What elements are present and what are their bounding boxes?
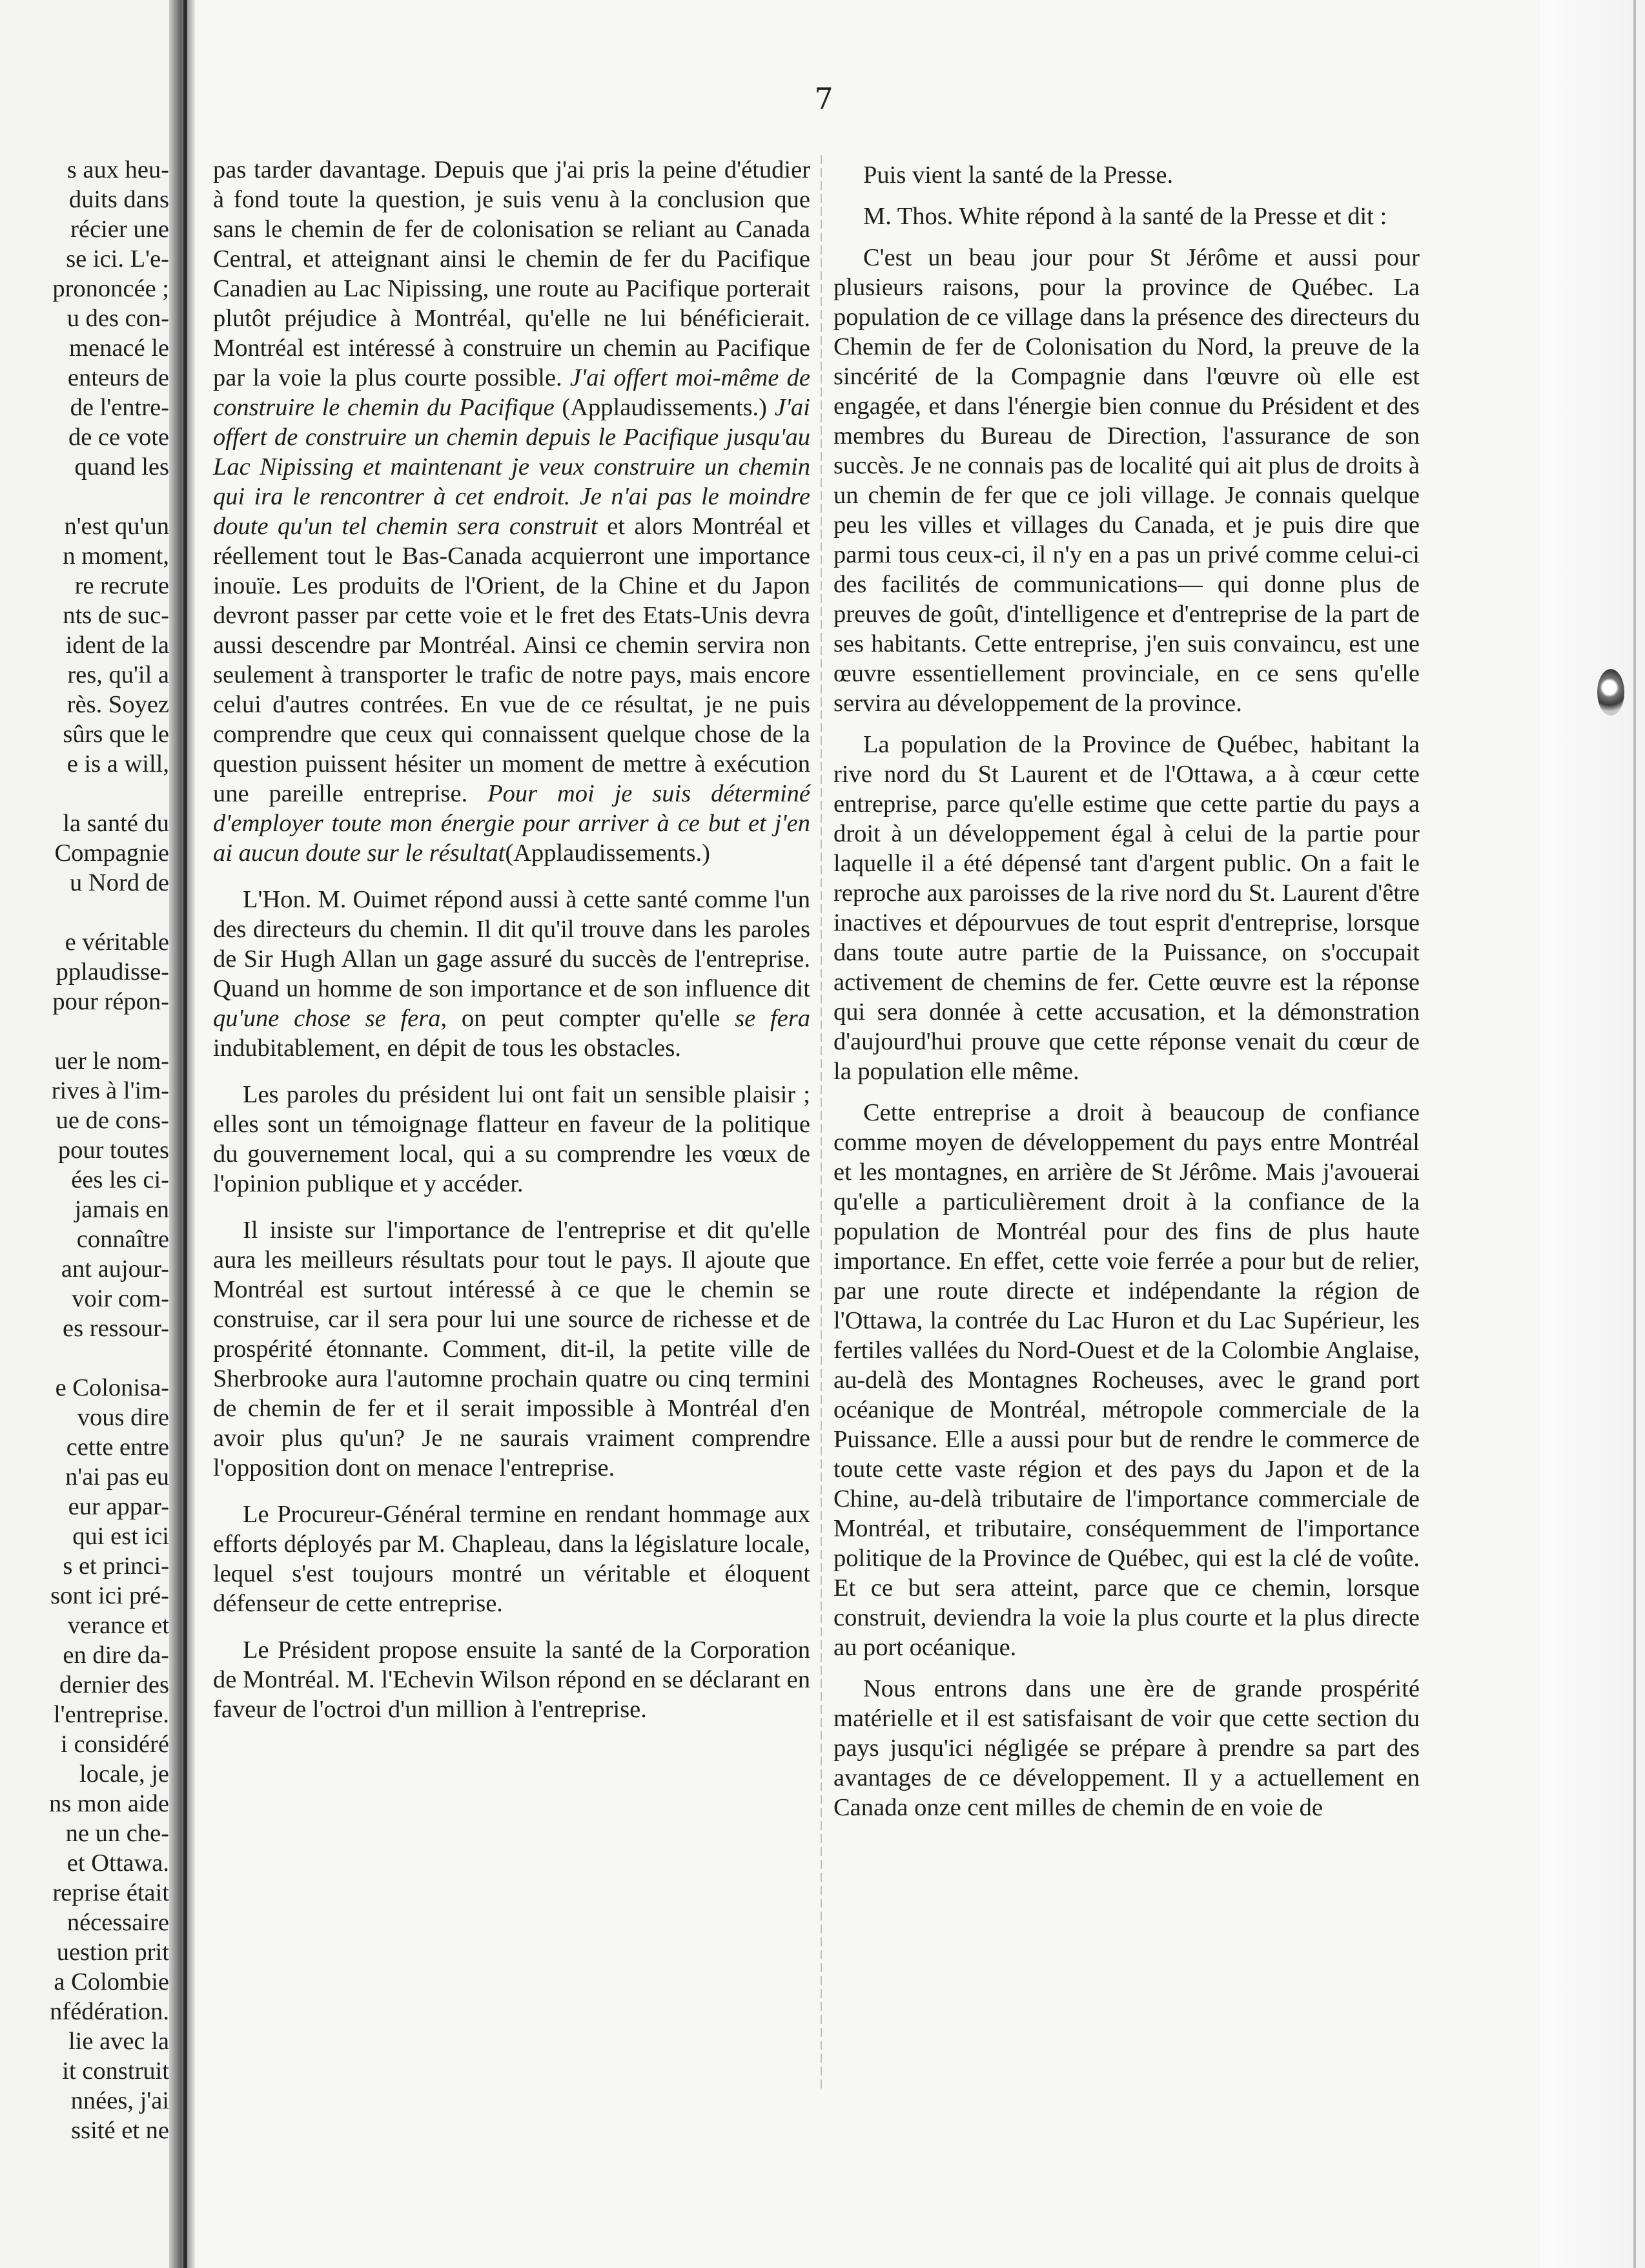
paragraph-white: M. Thos. White répond à la santé de la Presse et dit : [863, 203, 1387, 230]
fragment-line: prononcée ; [52, 275, 169, 302]
fragment-line: qui est ici [72, 1523, 169, 1550]
fragment-line: cette entre [66, 1434, 169, 1461]
fragment-line: ns mon aide [48, 1790, 169, 1817]
fragment-line: ue de cons- [56, 1107, 169, 1134]
fragment-line: i considéré [61, 1731, 169, 1758]
fragment-line: sont ici pré- [50, 1582, 169, 1609]
fragment-line: Compagnie [54, 840, 169, 867]
paragraph-prosperite: Nous entrons dans une ère de grande prospérité matérielle et il est satisfaisant de voir que cette section du pays jusqu'ici négligée se prépare à prendre sa part des avantages de ce développement. Il y a actuellement en Canada onze cent milles de chemin de en voie de [833, 1675, 1420, 1821]
fragment-line: se ici. L'e- [66, 245, 169, 273]
paragraph-ouimet [213, 885, 810, 1063]
fragment-line: res, qu'il a [67, 661, 169, 688]
fragment-line: nfédération. [50, 1998, 169, 2025]
previous-page-fragment [0, 0, 176, 2268]
fragment-line: nnées, j'ai [70, 2087, 169, 2114]
fragment-line: uer le nom- [54, 1047, 169, 1075]
fragment-line: nts de suc- [63, 602, 169, 629]
italic-run: qu'une chose se fera [213, 1005, 441, 1032]
fragment-line: s aux heu- [66, 156, 169, 183]
fragment-line: a Colombie [54, 1968, 169, 1995]
fragment-line: n moment, [63, 542, 169, 570]
fragment-line: e is a will, [66, 750, 169, 778]
fragment-line: ne un che- [65, 1820, 169, 1847]
fragment-line: connaître [76, 1226, 169, 1253]
fragment-line: nécessaire [66, 1909, 169, 1936]
fragment-line: lie avec la [68, 2028, 169, 2055]
fragment-line: verance et [67, 1612, 169, 1639]
paragraph-beau-jour: C'est un beau jour pour St Jérôme et aussi pour plusieurs raisons, pour la province de Québec. La population de ce village dans la présence des directeurs du Chemin de fer de Colonisation du Nord, la preuve de la sincérité de la Compagnie dans l'œuvre où elle est engagée, et dans l'énergie bien connue du Président et des membres du Bureau de Direction, l'assurance de son succès. Je ne connais pas de localité qui ait plus de droits à un chemin de fer que ce joli village. Je connais quelque peu les villes et villages du Canada, et je puis dire que parmi tous ceux-ci, il n'y en a pas un privé comme celui-ci des facilités de communications— qui donne plus de preuves de goût, d'intelligence et d'entreprise de la part de ses habitants. Cette entreprise, j'en suis convaincu, est une œuvre essentiellement provinciale, en ce sens qu'elle servira au développement de la province. [833, 244, 1420, 717]
paragraph-presse: Puis vient la santé de la Presse. [863, 161, 1174, 189]
fragment-line: la santé du [63, 810, 169, 837]
middle-column [213, 155, 810, 1736]
fragment-gap [0, 1343, 169, 1373]
column-divider [821, 155, 822, 2092]
fragment-line: menacé le [69, 335, 169, 362]
page-edge [1633, 0, 1636, 2268]
fragment-line: pour toutes [57, 1137, 169, 1164]
fragment-line: it construit [62, 2057, 169, 2085]
text-run: pas tarder davantage. Depuis que j'ai pris la peine d'étudier à fond toute la question, je suis venu à la conclusion que sans le chemin de fer de colonisation se reliant au Canada Central, et atteignant ainsi le chemin de fer du Pacifique Canadien au Lac Nipissing, une route au Pacifique porterait plutôt préjudice à Montréal, qu'elle ne lui bénéficierait. Montréal est intéressé à construire un chemin au Pacifique par la voie la plus courte possible. [213, 156, 810, 391]
text-run: , on peut compter qu'elle [440, 1005, 720, 1032]
italic-run: J'ai offert moi-même de construire le chemin du Pacifique [213, 364, 810, 421]
fragment-line: et Ottawa. [66, 1850, 169, 1877]
fragment-gap [0, 1016, 169, 1046]
fragment-line: ident de la [65, 632, 169, 659]
fragment-line: jamais en [74, 1196, 169, 1223]
fragment-gap [0, 898, 169, 927]
fragment-line: en dire da- [63, 1642, 169, 1669]
fragment-line: u des con- [66, 305, 169, 332]
fragment-line: s et princi- [63, 1552, 169, 1580]
fragment-line: n'ai pas eu [65, 1463, 169, 1490]
ink-blot-mark [1597, 669, 1624, 716]
fragment-line: eur appar- [68, 1493, 169, 1520]
text-run: et alors Montréal et réellement tout le Bas-Canada acquierront une importance inouïe. Les produits de l'Orient, de la Chine et du Japon devront passer par cette voie et le fret des Etats-Unis devra aussi descendre par Montréal. Ainsi ce chemin servira non seulement à transporter le trafic de notre pays, mais encore celui d'autres contrées. En vue de ce résultat, je ne puis comprendre que ceux qui connaissent quelque chose de la question puissent hésiter un moment de mettre à exécution une pareille entreprise. [213, 513, 811, 807]
fragment-line: reprise était [52, 1879, 169, 1906]
fragment-line: rives à l'im- [51, 1077, 169, 1104]
fragment-line: pplaudisse- [56, 958, 169, 985]
italic-run: Pour moi je suis déterminé d'employer toute mon énergie pour arriver à ce but et j'en ai aucun doute sur le résultat [213, 780, 811, 867]
paragraph-president: Le Président propose ensuite la santé de la Corporation de Montréal. M. l'Echevin Wilson répond en se déclarant en faveur de l'octroi d'un million à l'entreprise. [213, 1636, 810, 1723]
paragraph-population: La population de la Province de Québec, habitant la rive nord du St Laurent et de l'Ottawa, a à cœur cette entreprise, parce qu'elle estime que cette partie du pays a droit à un développement égal à celui de la partie pour laquelle il a été dépensé tant d'argent public. On a fait le reproche aux paroisses de la rive nord du St. Laurent d'être inactives et dépourvues de tout esprit d'entreprise, lorsque dans toute autre partie de la Puissance, on s'occupait activement de chemins de fer. Cette œuvre est la réponse qui sera donnée à cette accusation, et la démonstration d'aujourd'hui prouve que cette réponse venait du cœur de la population elle même. [833, 731, 1420, 1085]
fragment-line: dernier des [59, 1671, 169, 1698]
fragment-line: quand les [74, 453, 169, 480]
right-column [833, 155, 1420, 1834]
binding-line [183, 0, 187, 2268]
fragment-line: u Nord de [70, 869, 169, 896]
text-run: indubitablement, en dépit de tous les obstacles. [213, 1035, 681, 1062]
fragment-line: uestion prit [56, 1939, 169, 1966]
fragment-line: vous dire [77, 1404, 169, 1431]
fragment-line: es ressour- [63, 1315, 169, 1342]
fragment-line: récier une [70, 216, 169, 243]
fragment-line: de l'entre- [70, 394, 169, 421]
fragment-line: enteurs de [67, 364, 169, 391]
fragment-line: locale, je [79, 1760, 169, 1788]
fragment-line: l'entreprise. [53, 1701, 169, 1728]
paragraph-paroles: Les paroles du président lui ont fait un sensible plaisir ; elles sont un témoignage flatteur en faveur de la politique du gouvernement local, qui a su comprendre les vœux de l'opinion publique et y accéder. [213, 1081, 810, 1197]
paragraph-allan-speech [213, 155, 810, 868]
text-run: L'Hon. M. Ouimet répond aussi à cette santé comme l'un des directeurs du chemin. Il dit qu'il trouve dans les paroles de Sir Hugh Allan un gage assuré du succès de l'entreprise. Quand un homme de son importance et de son influence dit [213, 886, 810, 1002]
fragment-line: re recrute [74, 572, 169, 599]
paragraph-procureur: Le Procureur-Général termine en rendant hommage aux efforts déployés par M. Chapleau, dans la législature locale, lequel s'est toujours montré un véritable et éloquent défenseur de cette entreprise. [213, 1501, 810, 1617]
page-number: 7 [814, 81, 833, 116]
fragment-line: n'est qu'un [64, 513, 169, 540]
fragment-line: voir com- [72, 1285, 169, 1312]
left-column-fragment [0, 155, 169, 2145]
italic-run: se fera [735, 1005, 811, 1032]
fragment-line: ssité et ne [71, 2117, 169, 2144]
fragment-line: sûrs que le [63, 721, 169, 748]
fragment-line: duits dans [68, 186, 169, 213]
fragment-gap [0, 779, 169, 809]
fragment-line: pour répon- [52, 988, 169, 1015]
fragment-line: ant aujour- [61, 1255, 169, 1283]
fragment-line: de ce vote [68, 424, 169, 451]
fragment-line: e véritable [65, 929, 169, 956]
italic-run: J'ai offert de construire un chemin depuis le Pacifique jusqu'au Lac Nipissing et maintenant je veux construire un chemin qui ira le rencontrer à cet endroit. Je n'ai pas le moindre doute qu'un tel chemin sera construit [213, 394, 810, 540]
fragment-gap [0, 482, 169, 511]
paragraph-confiance: Cette entreprise a droit à beaucoup de confiance comme moyen de développement du pays entre Montréal et les montagnes, en arrière de St Jérôme. Mais j'avouerai qu'elle a particulièrement droit à la confiance de la population de Montréal pour des fins de plus haute importance. En effet, cette voie ferrée a pour but de relier, par une route directe et indépendante la région de l'Ottawa, la contrée du Lac Huron et du Lac Supérieur, les fertiles vallées du Nord-Ouest et de la Colombie Anglaise, au-delà des Montagnes Rocheuses, avec le grand port océanique de Montréal, métropole commerciale de la Puissance. Elle a aussi pour but de rendre le commerce de toute cette vaste région et des pays du Japon et de la Chine, au-delà tributaire de l'importance commerciale de Montréal, et tributaire, conséquemment de l'importance politique de la Province de Québec, qui est la clé de voûte. Et ce but sera atteint, parce que ce chemin, lorsque construit, deviendra la voie la plus courte et la plus directe au port océanique. [833, 1099, 1420, 1661]
text-run: (Applaudissements.) [505, 840, 710, 867]
fragment-line: rès. Soyez [66, 691, 169, 718]
text-run: (Applaudissements.) [562, 394, 767, 421]
fragment-line: e Colonisa- [55, 1374, 169, 1401]
page-right-margin [1540, 0, 1645, 2268]
fragment-line: ées les ci- [71, 1166, 169, 1193]
binding-shadow [169, 0, 195, 2268]
paragraph-importance: Il insiste sur l'importance de l'entreprise et dit qu'elle aura les meilleurs résultats pour tout le pays. Il ajoute que Montréal est surtout intéressé à ce que le chemin se construise, car il sera pour lui une source de richesse et de prospérité étonnante. Comment, dit-il, la petite ville de Sherbrooke aura l'automne prochain quatre ou cinq termini de chemin de fer et il serait impossible à Montréal d'en avoir plus qu'un? Je ne saurais vraiment comprendre l'opposition dont on menace l'entreprise. [213, 1217, 810, 1481]
